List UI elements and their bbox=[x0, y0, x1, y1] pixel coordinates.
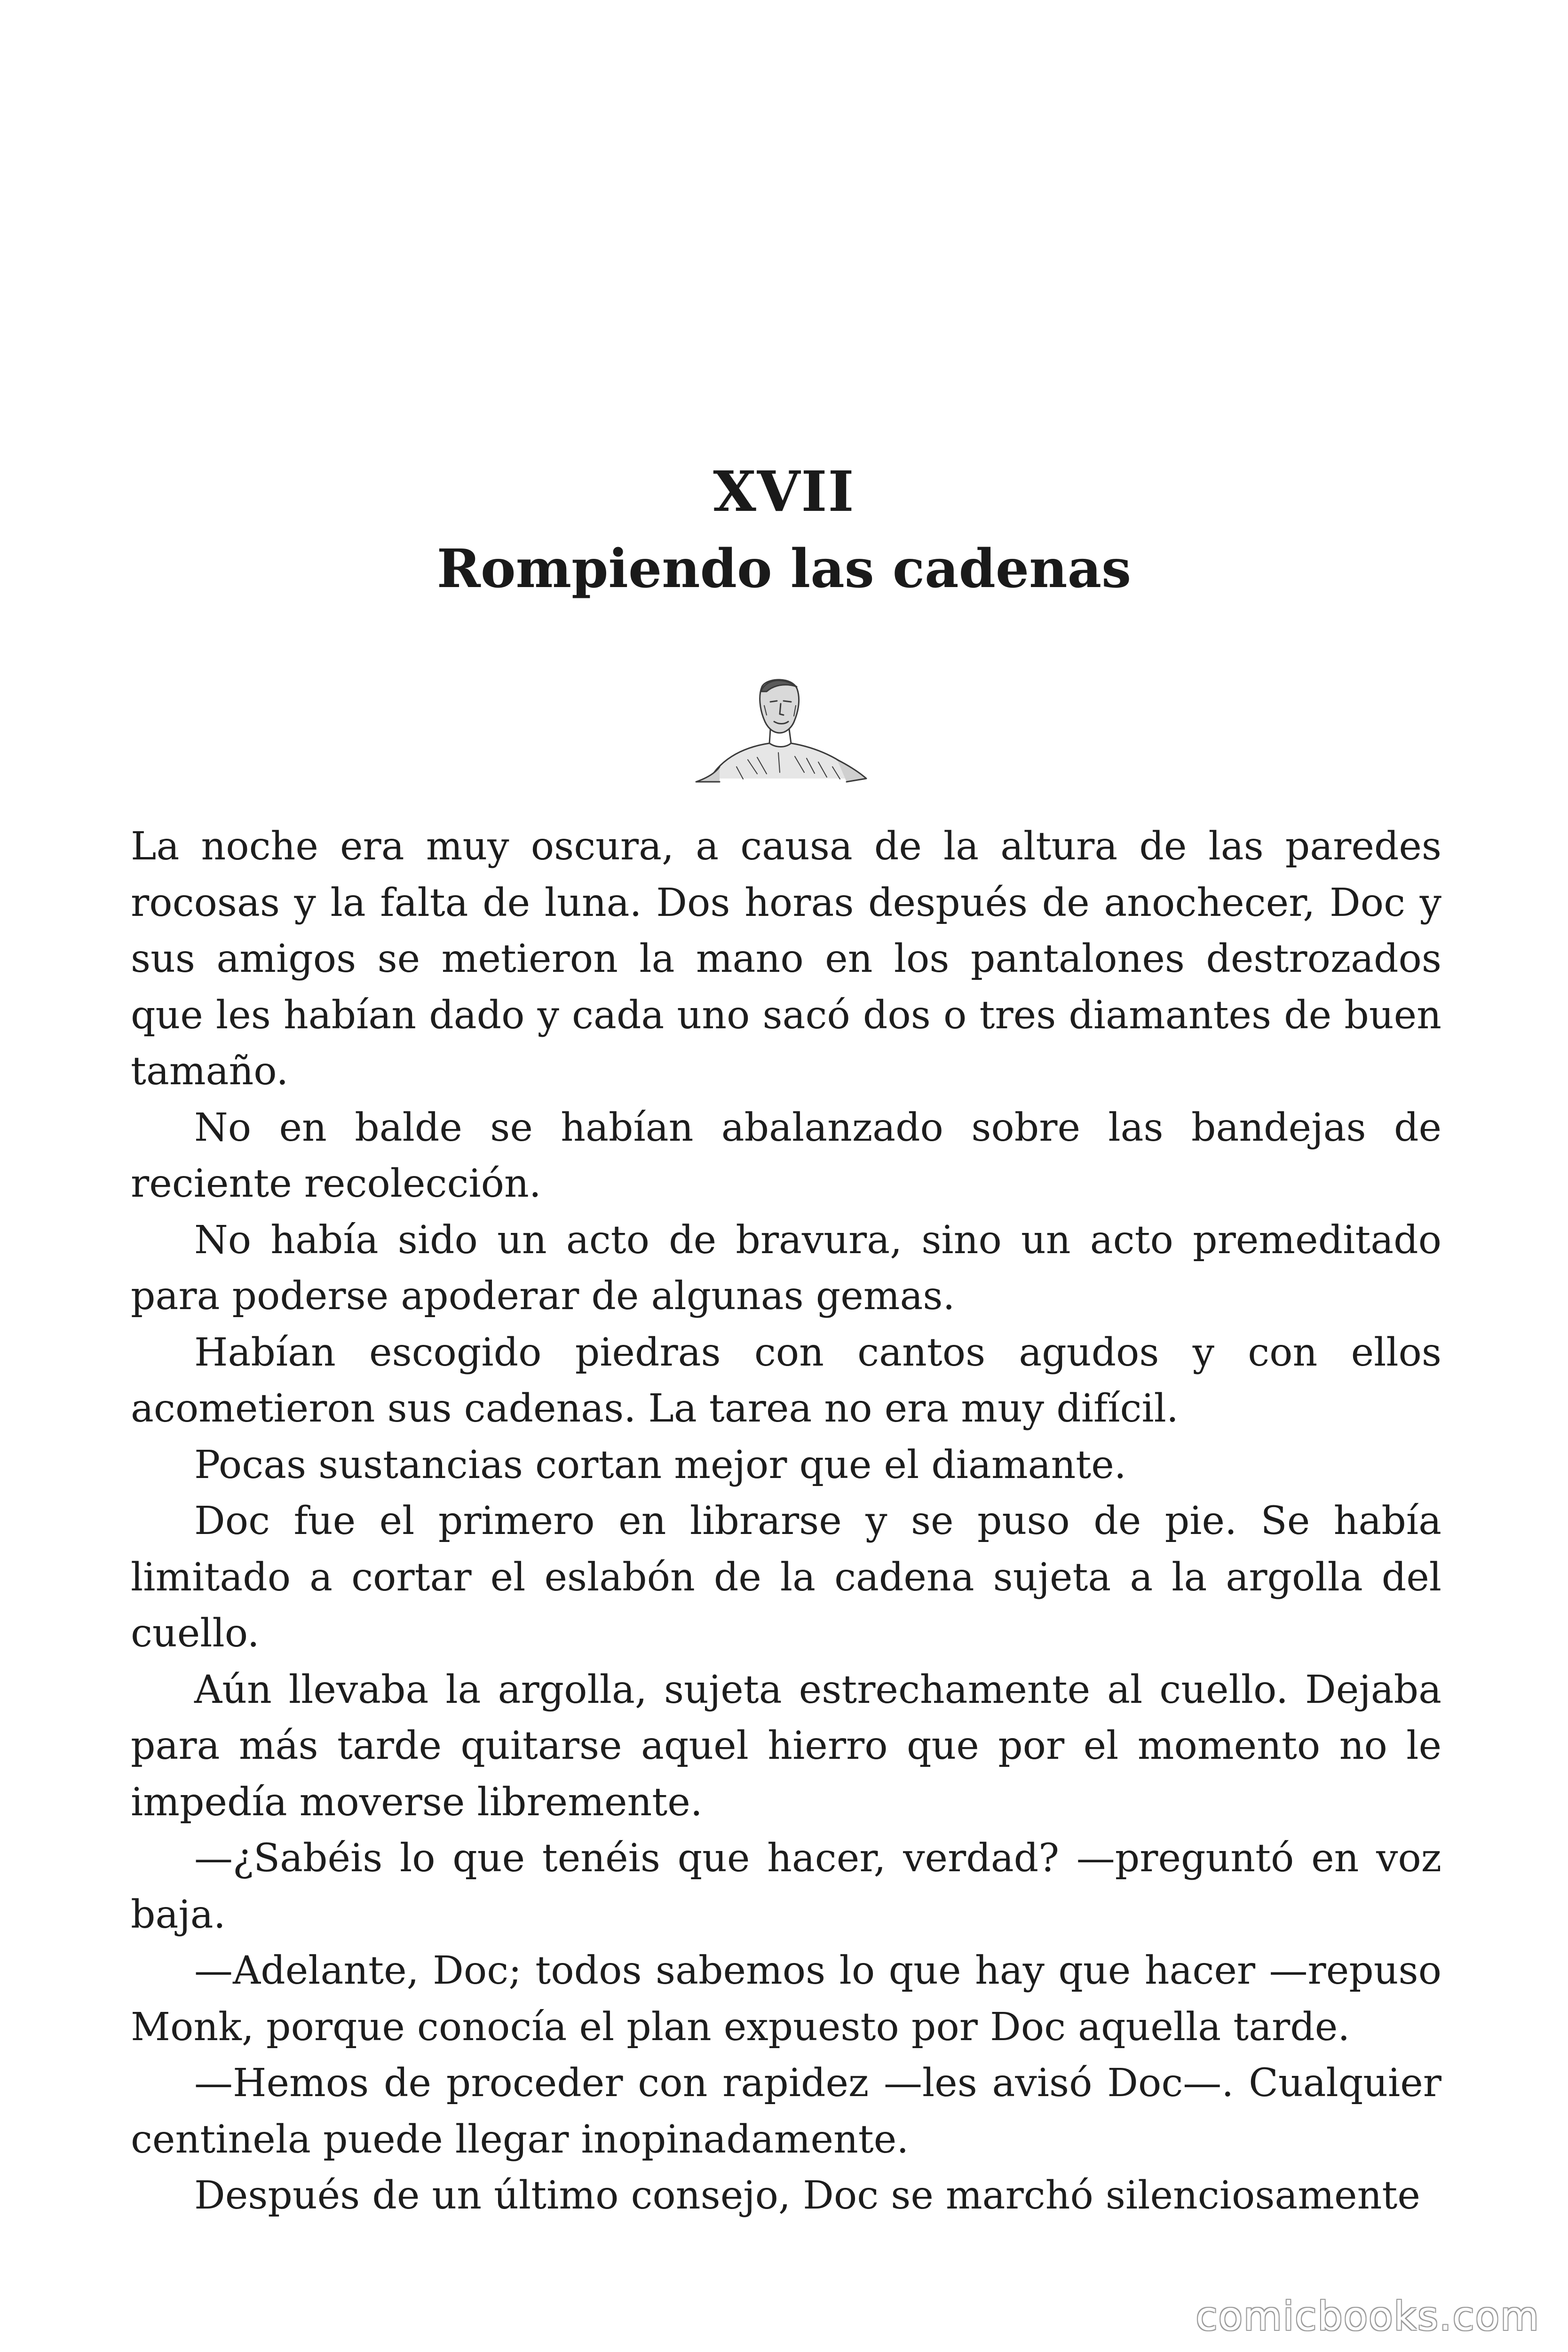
paragraph: Aún llevaba la argolla, sujeta estrechamente al cuello. Dejaba para más tarde quitarse aquel hierro que por el momento no le impedía moverse libremente. bbox=[131, 1667, 1441, 1825]
paragraph: —Adelante, Doc; todos sabemos lo que hay que hacer —repuso Monk, porque conocía el plan expuesto por Doc aquella tarde. bbox=[131, 1948, 1441, 2050]
chapter-vignette-illustration bbox=[691, 673, 870, 786]
paragraph: —¿Sabéis lo que tenéis que hacer, verdad? —preguntó en voz baja. bbox=[131, 1836, 1441, 1937]
paragraph: La noche era muy oscura, a causa de la altura de las paredes rocosas y la falta de luna. Dos horas después de anochecer, Doc y sus amigos se metieron la mano en los pantalones destrozados que les habían dado y cada uno sacó dos o tres diamantes de buen tamaño. bbox=[131, 824, 1441, 1094]
paragraph: Pocas sustancias cortan mejor que el diamante. bbox=[194, 1442, 1126, 1487]
paragraph: No en balde se habían abalanzado sobre las bandejas de reciente recolección. bbox=[131, 1105, 1441, 1206]
paragraph: Habían escogido piedras con cantos agudos y con ellos acometieron sus cadenas. La tarea no era muy difícil. bbox=[131, 1330, 1441, 1431]
chapter-title: Rompiendo las cadenas bbox=[436, 538, 1132, 600]
paragraph: Doc fue el primero en librarse y se puso de pie. Se había limitado a cortar el eslabón de la cadena sujeta a la argolla del cuello. bbox=[131, 1499, 1441, 1656]
paragraph: No había sido un acto de bravura, sino un acto premeditado para poderse apoderar de algunas gemas. bbox=[131, 1217, 1441, 1319]
chapter-text bbox=[131, 818, 1441, 2224]
chapter-number: XVII bbox=[713, 459, 855, 524]
watermark: comicbooks.com bbox=[1196, 2293, 1540, 2339]
paragraph: Después de un último consejo, Doc se marchó silenciosamente bbox=[194, 2173, 1420, 2218]
paragraph: —Hemos de proceder con rapidez —les avisó Doc—. Cualquier centinela puede llegar inopinadamente. bbox=[131, 2061, 1441, 2162]
